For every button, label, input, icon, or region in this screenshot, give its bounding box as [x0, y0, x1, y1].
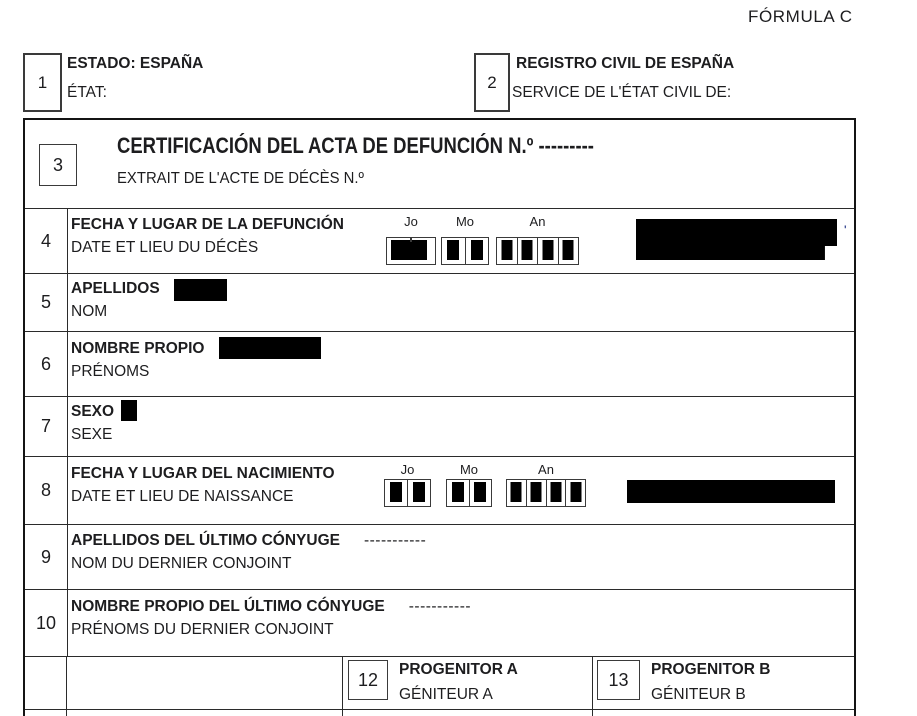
- surname-label-es: APELLIDOS: [71, 280, 160, 297]
- box-13-number: [597, 660, 640, 700]
- box-2-number: [474, 53, 510, 112]
- estado-label-es: ESTADO: ESPAÑA: [67, 55, 204, 72]
- redaction-mark: [522, 240, 533, 260]
- mo-month-label: Mo: [459, 462, 479, 477]
- column-divider: [592, 710, 594, 716]
- box-13-digit: 13: [608, 669, 629, 690]
- an-year-label: An: [538, 462, 554, 477]
- column-divider: [66, 710, 68, 716]
- day-digit-box: [386, 237, 436, 265]
- redaction-mark: [501, 240, 512, 260]
- row-cutoff-stub: [25, 710, 854, 716]
- redaction-mark: [531, 482, 542, 502]
- sex-label-es: SEXO: [71, 403, 115, 420]
- row-4-number: 4: [25, 209, 68, 273]
- redaction-box-given-name: [219, 337, 321, 359]
- jo-day-label: Jo: [400, 462, 415, 477]
- row-7-number: 7: [25, 397, 68, 456]
- birth-date-label-fr: DATE ET LIEU DE NAISSANCE: [71, 488, 294, 505]
- redaction-mark: [550, 482, 561, 502]
- given-name-label-es: NOMBRE PROPIO: [71, 340, 205, 357]
- redaction-mark: [391, 240, 427, 260]
- mo-month-label: Mo: [455, 214, 475, 229]
- redaction-mark: [452, 482, 464, 502]
- registro-label-es: REGISTRO CIVIL DE ESPAÑA: [516, 55, 735, 72]
- formula-label: FÓRMULA C: [748, 7, 853, 26]
- day-digit-box: [384, 479, 431, 507]
- given-name-label-fr: PRÉNOMS: [71, 363, 150, 380]
- redaction-box-sex: [121, 400, 137, 421]
- redaction-mark: [390, 482, 402, 502]
- estado-label-fr: ÉTAT:: [67, 84, 107, 101]
- redaction-mark: [413, 482, 425, 502]
- row-surname: [25, 274, 854, 332]
- redaction-mark: [570, 482, 581, 502]
- spouse-surname-label-es: APELLIDOS DEL ÚLTIMO CÓNYUGE: [71, 532, 340, 549]
- column-divider: [342, 710, 344, 716]
- box-3-digit: 3: [52, 154, 63, 175]
- month-digit-box: [446, 479, 492, 507]
- column-divider: [66, 657, 68, 709]
- box-3-number: [39, 144, 77, 186]
- column-divider: [342, 657, 344, 709]
- row-spouse-given-name: [25, 590, 854, 657]
- birth-date-label-es: FECHA Y LUGAR DEL NACIMIENTO: [71, 465, 335, 482]
- row-10-number: 10: [25, 590, 68, 656]
- box-12-number: [348, 660, 388, 700]
- redaction-mark: [474, 482, 486, 502]
- row-5-number: 5: [25, 274, 68, 331]
- month-digit-box: [441, 237, 489, 265]
- row-sex: [25, 397, 854, 457]
- redaction-box-place-of-death: [636, 219, 837, 260]
- death-date-label-es: FECHA Y LUGAR DE LA DEFUNCIÓN: [71, 216, 344, 233]
- box-1-digit: 1: [37, 72, 48, 92]
- box-2-digit: 2: [487, 72, 497, 92]
- sex-label-fr: SEXE: [71, 426, 113, 443]
- form-table: [23, 118, 856, 716]
- jo-day-label: Jo: [404, 214, 418, 229]
- row-progenitor-headers: [25, 657, 854, 710]
- row-8-number: 8: [25, 457, 68, 524]
- box-1-number: [23, 53, 62, 112]
- redaction-mark: [447, 240, 459, 260]
- blank-dashes: -----------: [363, 532, 427, 549]
- surname-label-fr: NOM: [71, 303, 108, 320]
- row-9-number: 9: [25, 525, 68, 589]
- row-birth-date-place: [25, 457, 854, 525]
- year-digit-box: [506, 479, 586, 507]
- certificate-subtitle: EXTRAIT DE L'ACTE DE DÉCÈS N.º: [117, 170, 364, 187]
- year-digit-box: [496, 237, 579, 265]
- blank-dashes: -----------: [408, 598, 472, 615]
- row-given-name: [25, 332, 854, 397]
- redaction-mark: [563, 240, 574, 260]
- spouse-given-name-label-fr: PRÉNOMS DU DERNIER CONJOINT: [71, 621, 334, 638]
- progenitor-b-label-es: PROGENITOR B: [651, 661, 771, 678]
- cell-divider-tick: [410, 238, 412, 242]
- registro-label-fr: SERVICE DE L'ÉTAT CIVIL DE:: [512, 84, 732, 101]
- row-death-date-place: [25, 209, 854, 274]
- redaction-mark: [471, 240, 483, 260]
- spouse-surname-label-fr: NOM DU DERNIER CONJOINT: [71, 555, 292, 572]
- progenitor-b-label-fr: GÉNITEUR B: [651, 686, 746, 703]
- progenitor-a-label-fr: GÉNITEUR A: [399, 686, 493, 703]
- spouse-given-name-label-es: NOMBRE PROPIO DEL ÚLTIMO CÓNYUGE: [71, 598, 385, 615]
- row-title: [25, 120, 854, 209]
- redaction-mark: [511, 482, 522, 502]
- redaction-box-place-of-birth: [627, 480, 835, 503]
- row-spouse-surname: [25, 525, 854, 590]
- redaction-box-surname: [174, 279, 227, 301]
- progenitor-a-label-es: PROGENITOR A: [399, 661, 518, 678]
- redaction-mark: [542, 240, 553, 260]
- death-date-label-fr: DATE ET LIEU DU DÉCÈS: [71, 239, 259, 256]
- column-divider: [592, 657, 594, 709]
- edit-artifact-mark: ': [844, 224, 847, 236]
- an-year-label: An: [529, 214, 546, 229]
- certificate-title: CERTIFICACIÓN DEL ACTA DE DEFUNCIÓN N.º ---------: [117, 133, 594, 158]
- box-12-digit: 12: [357, 669, 379, 690]
- row-6-number: 6: [25, 332, 68, 396]
